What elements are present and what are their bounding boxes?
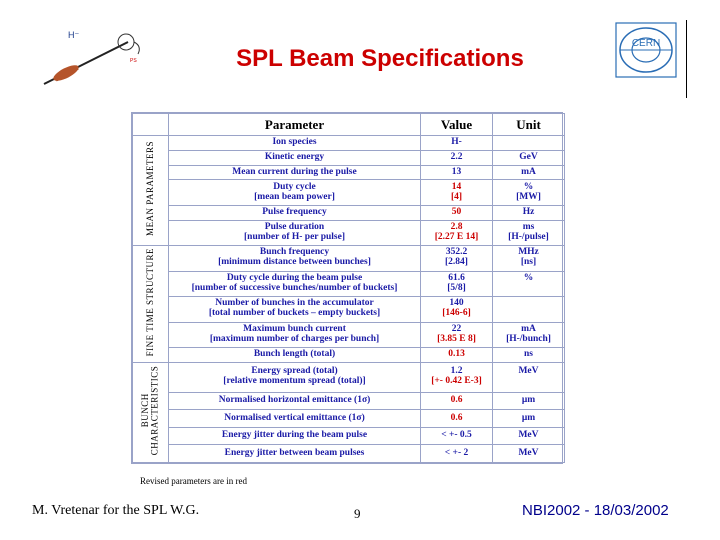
value-cell xyxy=(421,410,493,428)
value-cell-line: 14 xyxy=(451,181,462,192)
value-cell xyxy=(421,297,493,322)
cern-logo-text: CERN xyxy=(631,38,661,49)
unit-cell-line xyxy=(493,284,564,294)
unit-cell xyxy=(493,297,565,322)
value-cell-line: 13 xyxy=(451,166,462,177)
value-cell xyxy=(421,150,493,165)
header-blank xyxy=(133,114,169,136)
group-label-cell xyxy=(133,362,169,462)
value-cell-line: [3.85 E 8] xyxy=(437,333,476,344)
param-cell xyxy=(169,205,421,220)
table-row xyxy=(133,271,565,296)
value-cell-line: 0.13 xyxy=(448,348,465,359)
header-value: Value xyxy=(421,114,493,136)
param-cell-line: [maximum number of charges per bunch] xyxy=(209,333,380,344)
table-row xyxy=(133,165,565,180)
param-cell-line: Duty cycle during the beam pulse xyxy=(226,272,363,283)
table-row xyxy=(133,445,565,463)
param-cell-line: Number of bunches in the accumulator xyxy=(215,298,374,309)
unit-cell-line xyxy=(493,138,564,148)
param-cell-line: [mean beam power] xyxy=(254,191,335,202)
value-cell xyxy=(421,427,493,445)
unit-cell-line: MHz xyxy=(518,247,539,258)
param-cell-line: [number of successive bunches/number of buckets] xyxy=(191,282,398,293)
value-cell-line: 352.2 xyxy=(445,247,468,258)
param-cell xyxy=(169,180,421,205)
param-cell-line: Bunch length (total) xyxy=(253,348,336,359)
header-divider xyxy=(686,20,687,98)
unit-cell-line: % xyxy=(523,181,534,192)
value-cell xyxy=(421,445,493,463)
unit-cell xyxy=(493,347,565,362)
table-row xyxy=(133,220,565,245)
value-cell-line: 1.2 xyxy=(450,366,463,377)
param-cell-line: [minimum distance between bunches] xyxy=(218,257,371,268)
unit-cell-line: % xyxy=(523,272,534,283)
unit-cell xyxy=(493,271,565,296)
table-row xyxy=(133,205,565,220)
value-cell-line: < +- 2 xyxy=(444,447,469,458)
footer-event: NBI2002 - 18/03/2002 xyxy=(522,502,669,519)
table-row xyxy=(133,150,565,165)
unit-cell-line: μm xyxy=(521,395,536,406)
group-label: BUNCH CHARACTERISTICS xyxy=(140,365,160,456)
table-row xyxy=(133,136,565,151)
value-cell xyxy=(421,220,493,245)
value-cell-line: 61.6 xyxy=(448,272,465,283)
unit-cell-line: ms xyxy=(522,222,535,232)
unit-cell xyxy=(493,427,565,445)
unit-cell-line: GeV xyxy=(519,151,538,162)
param-cell-line: Pulse frequency xyxy=(262,206,327,217)
value-cell xyxy=(421,136,493,151)
value-cell-line: 0.6 xyxy=(450,395,463,406)
param-cell-line: Ion species xyxy=(272,136,317,147)
unit-cell-line: μm xyxy=(521,412,536,423)
table-row xyxy=(133,427,565,445)
unit-cell-line: MeV xyxy=(518,447,539,458)
param-cell xyxy=(169,322,421,347)
param-cell-line: Pulse duration xyxy=(264,222,325,232)
group-label-cell xyxy=(133,136,169,246)
unit-cell xyxy=(493,410,565,428)
param-cell xyxy=(169,410,421,428)
value-cell xyxy=(421,347,493,362)
param-cell-line: Bunch frequency xyxy=(259,247,330,258)
unit-cell xyxy=(493,165,565,180)
value-cell-line: 2.2 xyxy=(450,151,463,162)
group-label-cell xyxy=(133,246,169,363)
value-cell xyxy=(421,392,493,410)
unit-cell xyxy=(493,246,565,271)
param-cell xyxy=(169,136,421,151)
value-cell-line: [2.27 E 14] xyxy=(434,231,479,242)
table-row xyxy=(133,392,565,410)
value-cell-line: 140 xyxy=(449,298,464,309)
value-cell-line: 0.6 xyxy=(450,412,463,423)
param-cell-line: Energy spread (total) xyxy=(251,366,338,377)
param-cell xyxy=(169,246,421,271)
param-cell-line: [number of H- per pulse] xyxy=(244,231,345,242)
unit-cell xyxy=(493,362,565,392)
param-cell xyxy=(169,150,421,165)
value-cell-line: 2.8 xyxy=(450,222,463,232)
unit-cell xyxy=(493,150,565,165)
param-cell-line: Energy jitter during the beam pulse xyxy=(221,430,368,441)
value-cell xyxy=(421,246,493,271)
unit-cell-line: mA xyxy=(521,323,536,334)
value-cell-line: [+- 0.42 E-3] xyxy=(431,376,482,387)
header-parameter: Parameter xyxy=(169,114,421,136)
param-cell-line: Duty cycle xyxy=(273,181,316,192)
value-cell-line: 22 xyxy=(451,323,462,334)
cern-logo-icon xyxy=(615,22,677,78)
value-cell xyxy=(421,165,493,180)
unit-cell xyxy=(493,445,565,463)
table-row xyxy=(133,297,565,322)
svg-text:PS: PS xyxy=(130,58,137,64)
param-cell-line: Energy jitter between beam pulses xyxy=(224,447,365,458)
param-cell xyxy=(169,362,421,392)
unit-cell xyxy=(493,322,565,347)
value-cell-line: [2.84] xyxy=(445,257,468,268)
param-cell xyxy=(169,220,421,245)
value-cell xyxy=(421,362,493,392)
value-cell-line: 50 xyxy=(451,206,462,217)
unit-cell-line: [ns] xyxy=(520,257,537,268)
header-unit: Unit xyxy=(493,114,565,136)
param-cell xyxy=(169,297,421,322)
value-cell-line: [4] xyxy=(450,191,463,202)
svg-text:H⁻: H⁻ xyxy=(68,30,80,40)
spec-table-container xyxy=(131,112,563,464)
unit-cell-line: [H-/pulse] xyxy=(508,231,549,242)
param-cell-line: Normalised vertical emittance (1σ) xyxy=(224,412,365,423)
table-row xyxy=(133,410,565,428)
unit-cell-line: mA xyxy=(521,166,536,177)
table-row xyxy=(133,322,565,347)
value-cell-line: < +- 0.5 xyxy=(441,430,472,441)
param-cell xyxy=(169,392,421,410)
group-label: FINE TIME STRUCTURE xyxy=(144,247,155,357)
param-cell xyxy=(169,165,421,180)
param-cell-line: Mean current during the pulse xyxy=(232,166,357,177)
unit-cell-line xyxy=(493,309,564,319)
unit-cell xyxy=(493,392,565,410)
unit-cell-line: MeV xyxy=(518,366,539,377)
param-cell xyxy=(169,445,421,463)
value-cell-line: H- xyxy=(451,136,462,147)
table-row xyxy=(133,246,565,271)
value-cell-line: [5/8] xyxy=(447,282,466,293)
revision-note: Revised parameters are in red xyxy=(140,476,247,486)
value-cell xyxy=(421,205,493,220)
param-cell xyxy=(169,347,421,362)
footer-author: M. Vretenar for the SPL W.G. xyxy=(32,503,200,518)
group-label: MEAN PARAMETERS xyxy=(144,141,155,237)
unit-cell-line xyxy=(493,377,564,387)
table-row xyxy=(133,180,565,205)
unit-cell xyxy=(493,136,565,151)
value-cell xyxy=(421,180,493,205)
footer-page-number: 9 xyxy=(354,506,361,521)
unit-cell-line: [MW] xyxy=(516,191,541,202)
table-row xyxy=(133,362,565,392)
value-cell xyxy=(421,322,493,347)
param-cell-line: Normalised horizontal emittance (1σ) xyxy=(218,395,371,406)
page-title: SPL Beam Specifications xyxy=(236,45,524,72)
unit-cell xyxy=(493,220,565,245)
unit-cell-line: ns xyxy=(524,348,533,359)
value-cell xyxy=(421,271,493,296)
param-cell-line: [total number of buckets – empty buckets] xyxy=(208,308,381,319)
value-cell-line: [146-6] xyxy=(442,308,471,319)
unit-cell xyxy=(493,180,565,205)
unit-cell-line: Hz xyxy=(522,206,535,217)
table-row xyxy=(133,347,565,362)
unit-cell xyxy=(493,205,565,220)
spec-table xyxy=(132,113,565,463)
unit-cell-line: [H-/bunch] xyxy=(506,333,551,344)
unit-cell-line: MeV xyxy=(518,430,539,441)
param-cell xyxy=(169,427,421,445)
param-cell xyxy=(169,271,421,296)
param-cell-line: Kinetic energy xyxy=(264,151,325,162)
param-cell-line: Maximum bunch current xyxy=(243,323,346,334)
param-cell-line: [relative momentum spread (total)] xyxy=(223,376,366,387)
